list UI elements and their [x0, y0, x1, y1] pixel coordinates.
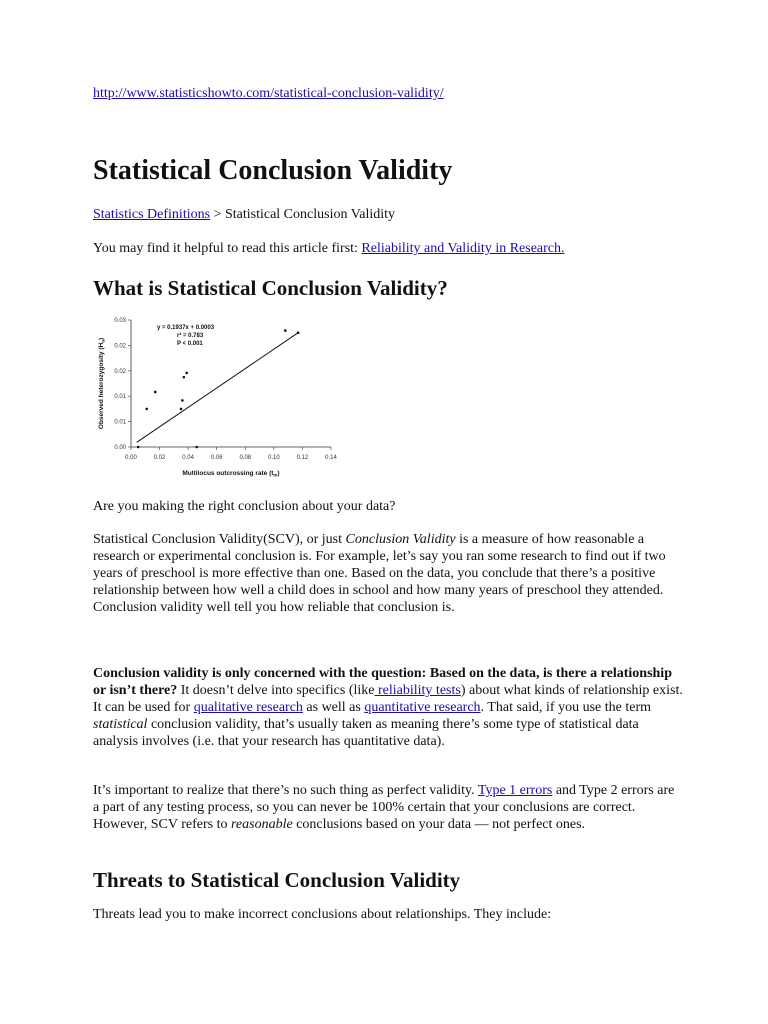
x-tick-label: 0.14 [325, 455, 337, 461]
p3-text-a: It doesn’t delve into specifics (like [177, 683, 375, 698]
data-point [183, 376, 186, 379]
data-point [137, 446, 140, 449]
data-point [145, 408, 148, 411]
p3-text-c: as well as [302, 700, 365, 715]
x-tick-label: 0.04 [182, 455, 194, 461]
y-tick-label: 0.01 [114, 394, 126, 401]
data-point [154, 391, 157, 394]
x-tick-label: 0.12 [296, 455, 309, 461]
p2-emphasis: Conclusion Validity [345, 532, 456, 547]
intro-paragraph [93, 240, 683, 257]
paragraph-conclusion-concern [93, 665, 683, 750]
y-tick-label: 0.02 [114, 343, 126, 350]
section-heading-what-is: What is Statistical Conclusion Validity? [93, 276, 448, 300]
section-heading-threats: Threats to Statistical Conclusion Validity [93, 868, 461, 892]
x-tick-label: 0.02 [153, 455, 166, 461]
x-tick-label: 0.00 [125, 455, 137, 461]
p2-text-b: is a measure of how reasonable a research or experimental conclusion is. For example, let’s say you ran some research to find out if two years of preschool is more effective than one. Based on the data, you conclude that there’s a positive relationship between how well a child does in school and how many years of preschool they attended. Conclusion validity well tell you how reliable that conclusion is. [93, 532, 666, 615]
chart-annotation: P < 0.001 [177, 341, 203, 347]
data-point [181, 399, 184, 402]
regression-line [137, 333, 298, 443]
breadcrumb-separator: > [210, 207, 225, 222]
x-tick-label: 0.08 [239, 455, 252, 461]
quantitative-research-link[interactable]: quantitative research [364, 700, 481, 715]
data-point [185, 372, 188, 375]
chart-annotation: y = 0.1937x + 0.0003 [157, 325, 215, 331]
y-axis-label: Observed heterozygosity $(H_o)$ [98, 337, 106, 430]
source-url-link[interactable]: http://www.statisticshowto.com/statistical-conclusion-validity/ [93, 86, 444, 101]
data-point [284, 329, 287, 332]
chart-fit-line [137, 333, 298, 443]
paragraph-question: Are you making the right conclusion about your data? [93, 499, 396, 514]
p3-text-e: conclusion validity, that’s usually taken as meaning there’s some type of statistical data analysis involves (i.e. that your research has quantitative data). [93, 717, 639, 749]
page-title: Statistical Conclusion Validity [93, 155, 453, 186]
breadcrumb [93, 206, 683, 223]
data-point [180, 408, 183, 411]
p3-emphasis: statistical [93, 717, 148, 732]
breadcrumb-current: Statistical Conclusion Validity [224, 207, 396, 222]
p4-emphasis: reasonable [230, 817, 293, 832]
p3-text-d: . That said, if you use the term [480, 700, 651, 715]
y-tick-label: 0.03 [114, 318, 126, 324]
chart-axes [131, 320, 331, 447]
reliability-validity-link[interactable]: Reliability and Validity in Research. [361, 241, 565, 256]
chart-annotations [157, 325, 215, 347]
p4-text-a: It’s important to realize that there’s no such thing as perfect validity. [93, 783, 478, 798]
paragraph-perfect-validity [93, 782, 683, 833]
chart-annotation: r² = 0.783 [177, 333, 204, 339]
reliability-tests-link[interactable]: reliability tests [374, 683, 461, 698]
chart-points [137, 329, 300, 448]
breadcrumb-link-statistics-definitions[interactable]: Statistics Definitions [93, 207, 211, 222]
paragraph-threats-intro: Threats lead you to make incorrect conclusions about relationships. They include: [93, 907, 552, 922]
x-tick-label: 0.06 [210, 455, 223, 461]
x-axis-label: Multilocus outcrossing rate $(t_m)$ [182, 470, 280, 478]
y-tick-label: 0.02 [114, 368, 126, 375]
y-tick-label: 0.00 [114, 445, 126, 451]
paragraph-scv-definition [93, 531, 683, 616]
p3-text-b: ) about what kinds of relationship exist. It can be used for [93, 683, 683, 715]
p4-text-c: conclusions based on your data — not perfect ones. [292, 817, 586, 832]
y-tick-label: 0.01 [114, 419, 126, 426]
intro-text: You may find it helpful to read this article first: [93, 241, 362, 256]
p2-text-a: Statistical Conclusion Validity(SCV), or just [93, 532, 346, 547]
p3-bold: Conclusion validity is only concerned with the question: Based on the data, is there a relationship or isn’t there? [93, 666, 672, 698]
qualitative-research-link[interactable]: qualitative research [193, 700, 303, 715]
scatter-chart [93, 310, 343, 485]
chart-ticks [114, 318, 337, 461]
data-point [195, 446, 198, 449]
type-1-errors-link[interactable]: Type 1 errors [477, 783, 553, 798]
x-tick-label: 0.10 [268, 455, 280, 461]
p4-text-b: and Type 2 errors are a part of any testing process, so you can never be 100% certain that your conclusions are correct. However, SCV refers to [93, 783, 675, 832]
